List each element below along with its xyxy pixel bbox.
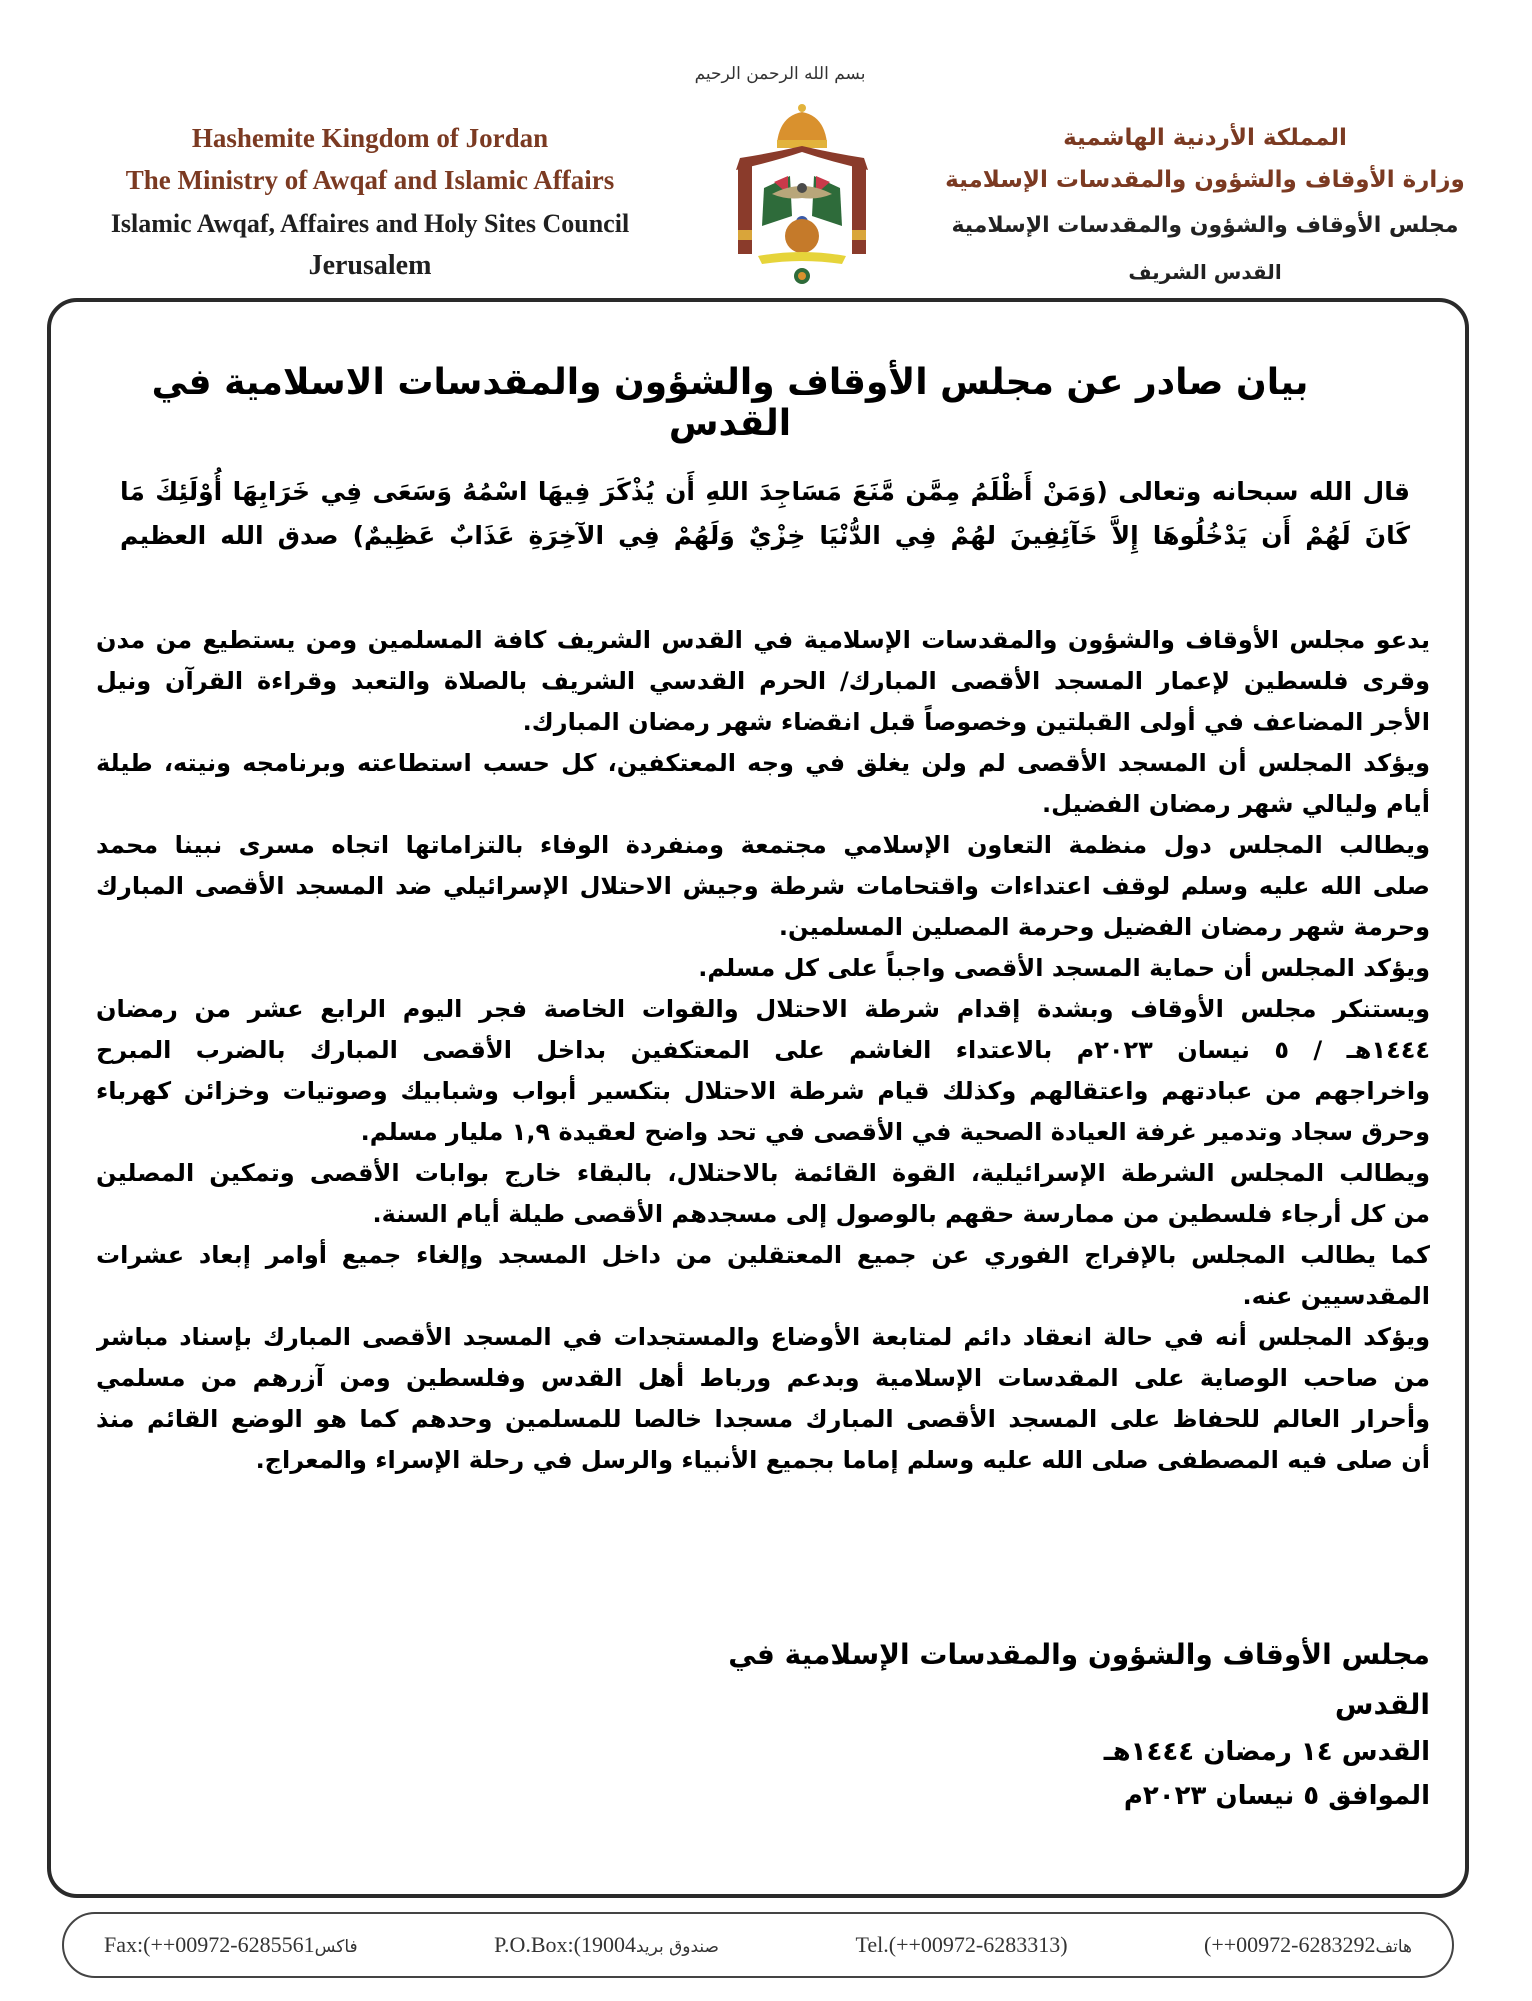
tel2-info (1204, 1932, 1412, 1958)
body-line: صلى الله عليه وسلم لوقف اعتداءات واقتحامات شرطة وجيش الاحتلال الإسرائيلي ضد المسجد الأقصى المبارك (96, 872, 1430, 900)
coat-of-arms-icon (722, 98, 882, 288)
signature-org: مجلس الأوقاف والشؤون والمقدسات الإسلامية في القدس (728, 1638, 1430, 1721)
verse-line: كَانَ لَهُمْ أَن يَدْخُلُوهَا إِلاَّ خَآئِفِينَ لهُمْ فِي الدُّنْيَا خِزْيٌ وَلَهُمْ فِي الآخِرَةِ عَذَابٌ عَظِيمٌ) صدق الله العظيم (120, 521, 1410, 550)
body-line: من كل أرجاء فلسطين من ممارسة حقهم بالوصول إلى مسجدهم الأقصى طيلة أيام السنة. (372, 1200, 1430, 1228)
fax-label-ar: فاكس (314, 1937, 358, 1957)
header-en-kingdom: Hashemite Kingdom of Jordan (191, 123, 549, 153)
bismillah: بسم الله الرحمن الرحيم (694, 64, 866, 84)
body-line: ١٤٤٤هـ / ٥ نيسان ٢٠٢٣م بالاعتداء الغاشم على المعتكفين بداخل الأقصى المبارك بالضرب المبرح (96, 1036, 1430, 1064)
header-en-ministry: The Ministry of Awqaf and Islamic Affairs (125, 165, 615, 195)
statement-body (96, 620, 1430, 1481)
header-ar-kingdom: المملكة الأردنية الهاشمية (1063, 125, 1347, 151)
quran-verse (120, 470, 1410, 558)
tel2-number: (++00972-6283292 (1204, 1932, 1376, 1957)
body-line: ويستنكر مجلس الأوقاف وبشدة إقدام شرطة الاحتلال والقوات الخاصة فجر اليوم الرابع عشر من رمضان (96, 995, 1430, 1023)
pobox-number: P.O.Box:(19004 (494, 1932, 636, 1957)
tel-number: Tel.(++00972-6283313) (855, 1932, 1068, 1957)
body-line: وأحرار العالم للحفاظ على المسجد الأقصى المبارك مسجدا خالصا للمسلمين وحدهم كما هو الوضع القائم منذ (96, 1405, 1430, 1433)
pobox-label-ar: صندوق بريد (635, 1937, 719, 1957)
tel-info (855, 1932, 1067, 1958)
tel-label-ar: هاتف (1375, 1937, 1412, 1957)
body-line: ويؤكد المجلس أن حماية المسجد الأقصى واجباً على كل مسلم. (698, 954, 1430, 982)
body-line: ويؤكد المجلس أن المسجد الأقصى لم ولن يغلق في وجه المعتكفين، كل حسب استطاعته وبرنامجه ونيته، طيلة (96, 749, 1430, 777)
pobox-info (494, 1932, 719, 1958)
body-line: أيام وليالي شهر رمضان الفضيل. (1042, 790, 1430, 818)
header-english (60, 118, 680, 286)
contact-footer (62, 1912, 1454, 1978)
fax-info (104, 1932, 358, 1958)
date-hijri: القدس ١٤ رمضان ١٤٤٤هـ (1103, 1737, 1430, 1767)
body-line: أن صلى فيه المصطفى صلى الله عليه وسلم إماما بجميع الأنبياء والرسل في رحلة الإسراء والمعراج. (255, 1446, 1430, 1474)
header-ar-ministry: وزارة الأوقاف والشؤون والمقدسات الإسلامية (945, 167, 1465, 193)
document-title: بيان صادر عن مجلس الأوقاف والشؤون والمقدسات الاسلامية في القدس (151, 362, 1309, 444)
body-line: وقرى فلسطين لإعمار المسجد الأقصى المبارك/ الحرم القدسي الشريف بالصلاة والتعبد وقراءة القرآن ونيل (96, 667, 1430, 695)
signature-block (700, 1630, 1430, 1818)
body-line: ويطالب المجلس دول منظمة التعاون الإسلامي مجتمعة ومنفردة الوفاء بالتزاماتها اتجاه مسرى نبينا محمد (96, 831, 1430, 859)
header-en-council: Islamic Awqaf, Affaires and Holy Sites Council (110, 209, 630, 238)
body-line: ويطالب المجلس الشرطة الإسرائيلية، القوة القائمة بالاحتلال، بالبقاء خارج بوابات الأقصى وتمكين المصلين (96, 1159, 1430, 1187)
fax-number: Fax:(++00972-6285561 (104, 1932, 315, 1957)
date-gregorian: الموافق ٥ نيسان ٢٠٢٣م (1123, 1781, 1430, 1811)
header-en-city: Jerusalem (308, 250, 432, 281)
header-arabic (930, 118, 1480, 294)
body-line: وحرمة شهر رمضان الفضيل وحرمة المصلين المسلمين. (778, 913, 1430, 941)
header-ar-city: القدس الشريف (1128, 260, 1282, 284)
body-line: الأجر المضاعف في أولى القبلتين وخصوصاً قبل انقضاء شهر رمضان المبارك. (522, 708, 1430, 736)
body-line: وحرق سجاد وتدمير غرفة العيادة الصحية في الأقصى في تحد واضح لعقيدة ١,٩ مليار مسلم. (360, 1118, 1430, 1146)
body-line: المقدسيين عنه. (1242, 1282, 1430, 1310)
body-line: كما يطالب المجلس بالإفراج الفوري عن جميع المعتقلين من داخل المسجد وإلغاء جميع أوامر إبعاد عشرات (96, 1241, 1430, 1269)
body-line: واخراجهم من عبادتهم واعتقالهم وكذلك قيام شرطة الاحتلال بتكسير أبواب وشبابيك وصوتيات وخزائن كهرباء (96, 1077, 1430, 1105)
body-line: يدعو مجلس الأوقاف والشؤون والمقدسات الإسلامية في القدس الشريف كافة المسلمين ومن يستطيع من مدن (96, 626, 1430, 654)
body-line: من صاحب الوصاية على المقدسات الإسلامية وبدعم ورباط أهل القدس وفلسطين ومن آزرهم من مسلمي (96, 1364, 1430, 1392)
body-line: ويؤكد المجلس أنه في حالة انعقاد دائم لمتابعة الأوضاع والمستجدات في المسجد الأقصى المبارك بإسناد مباشر (96, 1323, 1430, 1351)
header-ar-council: مجلس الأوقاف والشؤون والمقدسات الإسلامية (951, 213, 1459, 238)
verse-line: قال الله سبحانه وتعالى (وَمَنْ أَظْلَمُ مِمَّن مَّنَعَ مَسَاجِدَ اللهِ أَن يُذْكَرَ فِيهَا اسْمُهُ وَسَعَى فِي خَرَابِهَا أُوْلَئِكَ مَا (120, 477, 1410, 506)
